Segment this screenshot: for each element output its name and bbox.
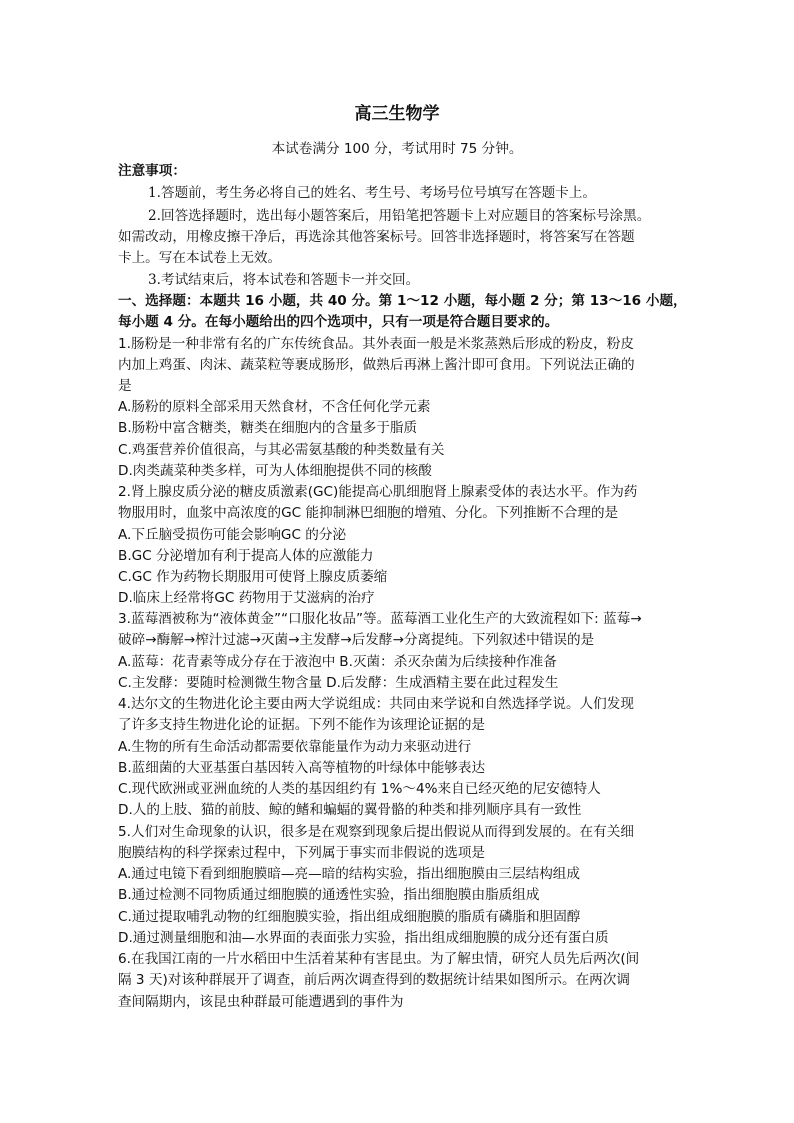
question-4-stem: 4.达尔文的生物进化论主要由两大学说组成：共同由来学说和自然选择学说。人们发现 bbox=[118, 696, 634, 712]
question-5-option-b: B.通过检测不同物质通过细胞膜的通透性实验，指出细胞膜由脂质组成 bbox=[118, 887, 540, 903]
question-2-option-d: D.临床上经常将GC 药物用于艾滋病的治疗 bbox=[118, 590, 375, 606]
question-5-option-a: A.通过电镜下看到细胞膜暗—亮—暗的结构实验，指出细胞膜由三层结构组成 bbox=[118, 866, 580, 882]
question-4-stem: 了许多支持生物进化论的证据。下列不能作为该理论证据的是 bbox=[118, 717, 486, 733]
question-1-stem: 1.肠粉是一种非常有名的广东传统食品。其外表面一般是米浆蒸熟后形成的粉皮，粉皮 bbox=[118, 336, 634, 352]
section-header: 每小题 4 分。在每小题给出的四个选项中，只有一项是符合题目要求的。 bbox=[118, 314, 559, 330]
question-3-option-c: C.主发酵：要随时检测微生物含量 bbox=[118, 675, 323, 691]
question-3-stem: 破碎→酶解→榨汁过滤→灭菌→主发酵→后发酵→分离提纯。下列叙述中错误的是 bbox=[118, 632, 595, 648]
question-6-stem: 查间隔期内，该昆虫种群最可能遭遇到的事件为 bbox=[118, 994, 404, 1010]
question-4-option-a: A.生物的所有生命活动都需要依靠能量作为动力来驱动进行 bbox=[118, 739, 472, 755]
section-header: 一、选择题：本题共 16 小题，共 40 分。第 1～12 小题，每小题 2 分；第 13～16 小题， bbox=[118, 293, 687, 309]
question-4-option-d: D.人的上肢、猫的前肢、鲸的鳍和蝙蝠的翼骨骼的种类和排列顺序具有一致性 bbox=[118, 802, 582, 818]
notice-heading: 注意事项： bbox=[118, 163, 186, 179]
page-title: 高三生物学 bbox=[354, 104, 440, 124]
question-5-option-d: D.通过测量细胞和油—水界面的表面张力实验，指出组成细胞膜的成分还有蛋白质 bbox=[118, 930, 609, 946]
question-1-option-a: A.肠粉的原料全部采用天然食材，不含任何化学元素 bbox=[118, 399, 431, 415]
question-2-option-a: A.下丘脑受损伤可能会影响GC 的分泌 bbox=[118, 527, 347, 543]
question-5-option-c: C.通过提取哺乳动物的红细胞膜实验，指出组成细胞膜的脂质有磷脂和胆固醇 bbox=[118, 909, 581, 925]
notice-item: 2.回答选择题时，选出每小题答案后，用铅笔把答题卡上对应题目的答案标号涂黑。 bbox=[148, 208, 651, 224]
question-2-option-b: B.GC 分泌增加有利于提高人体的应激能力 bbox=[118, 548, 374, 564]
question-2-stem: 2.肾上腺皮质分泌的糖皮质激素(GC)能提高心肌细胞肾上腺素受体的表达水平。作为药 bbox=[118, 484, 638, 500]
question-4-option-b: B.蓝细菌的大亚基蛋白基因转入高等植物的叶绿体中能够表达 bbox=[118, 760, 486, 776]
question-6-stem: 隔 3 天)对该种群展开了调查，前后两次调查得到的数据统计结果如图所示。在两次调 bbox=[118, 972, 630, 988]
question-1-stem: 内加上鸡蛋、肉沫、蔬菜粒等裹成肠形，做熟后再淋上酱汁即可食用。下列说法正确的 bbox=[118, 357, 635, 373]
question-3-option-b: B.灭菌：杀灭杂菌为后续接种作准备 bbox=[339, 654, 557, 670]
question-6-stem: 6.在我国江南的一片水稻田中生活着某种有害昆虫。为了解虫情，研究人员先后两次(间 bbox=[118, 951, 640, 967]
question-2-option-c: C.GC 作为药物长期服用可使肾上腺皮质萎缩 bbox=[118, 569, 388, 585]
question-4-option-c: C.现代欧洲或亚洲血统的人类的基因组约有 1%～4%来自已经灭绝的尼安德特人 bbox=[118, 781, 601, 797]
notice-item: 卡上。写在本试卷上无效。 bbox=[118, 250, 282, 266]
question-3-option-a: A.蓝莓：花青素等成分存在于液泡中 bbox=[118, 654, 336, 670]
question-1-option-c: C.鸡蛋营养价值很高，与其必需氨基酸的种类数量有关 bbox=[118, 442, 445, 458]
notice-item: 1.答题前，考生务必将自己的姓名、考生号、考场号位号填写在答题卡上。 bbox=[148, 185, 596, 201]
notice-item: 3.考试结束后，将本试卷和答题卡一并交回。 bbox=[148, 272, 420, 288]
question-2-stem: 物服用时，血浆中高浓度的GC 能抑制淋巴细胞的增殖、分化。下列推断不合理的是 bbox=[118, 505, 619, 521]
question-5-stem: 5.人们对生命现象的认识，很多是在观察到现象后提出假说从而得到发展的。在有关细 bbox=[118, 824, 634, 840]
question-1-option-d: D.肉类蔬菜种类多样，可为人体细胞提供不同的核酸 bbox=[118, 463, 432, 479]
question-3-option-d: D.后发酵：生成酒精主要在此过程发生 bbox=[326, 675, 559, 691]
question-3-options-row bbox=[118, 673, 558, 693]
question-1-stem: 是 bbox=[118, 378, 132, 394]
notice-item: 如需改动，用橡皮擦干净后，再选涂其他答案标号。回答非选择题时，将答案写在答题 bbox=[118, 229, 635, 245]
question-3-options-row bbox=[118, 652, 557, 672]
exam-subtitle: 本试卷满分 100 分，考试用时 75 分钟。 bbox=[271, 141, 523, 157]
question-1-option-b: B.肠粉中富含糖类，糖类在细胞内的含量多于脂质 bbox=[118, 420, 418, 436]
question-3-stem: 3.蓝莓酒被称为“液体黄金”“口服化妆品”等。蓝莓酒工业化生产的大致流程如下: 蓝莓→ bbox=[118, 611, 642, 627]
question-5-stem: 胞膜结构的科学探索过程中，下列属于事实而非假说的选项是 bbox=[118, 845, 486, 861]
